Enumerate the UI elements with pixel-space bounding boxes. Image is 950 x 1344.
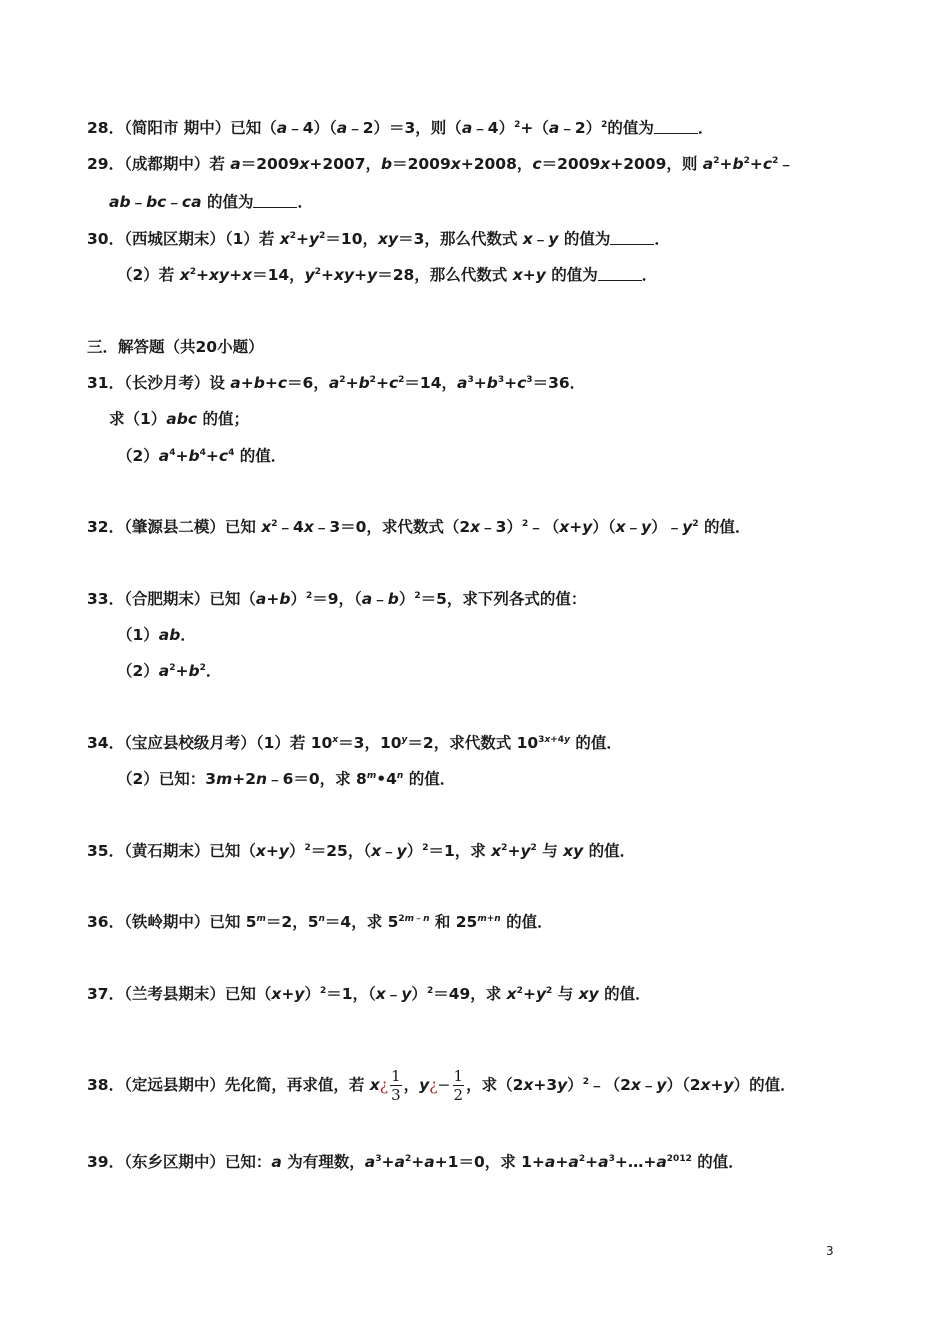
- question-30: 30．（西城区期末）（1）若 $x^2+y^2=10$，xy＝3，那么代数式 x﹣y 的值为 ．: [87, 230, 670, 248]
- question-number: 34．: [87, 734, 125, 752]
- question-source: （肇源县二模）: [124, 518, 225, 536]
- question-number: 36．: [87, 913, 125, 931]
- question-28: 28．（简阳市 期中）已知（a﹣4）（a﹣2）＝3，则（a﹣4）$^2$+（a﹣2）$^2$的值为 ．: [87, 119, 714, 137]
- question-38: 38．（定远县期中）先化简，再求值，若 x¿ $\frac{1}{3}$ ，y¿− $\frac{1}{2}$ ，求$(2x+3y)^2﹣(2x﹣y)(2x+y)$的值．: [87, 1067, 796, 1104]
- section-heading: 三．解答题（共20小题）: [87, 338, 264, 356]
- question-29: 29．（成都期中）若 a＝2009x+2007，b＝2009x+2008，c＝2009x+2009，则 $a^2+b^2+c^2﹣$: [87, 155, 794, 173]
- question-source: （成都期中）: [124, 155, 210, 173]
- question-number: 31．: [87, 374, 125, 392]
- question-number: 37．: [87, 985, 125, 1003]
- question-39: 39．（东乡区期中）已知：a 为有理数，$a^3+a^2+a+1=0$，求 $1+a+a^2+a^3+\dots+a^{2012}$ 的值．: [87, 1153, 744, 1171]
- question-37: 37．（兰考县期末）已知$(x+y)^2=1$，（x﹣y）$^2$＝49，求 $x^2+y^2$ 与 xy 的值．: [87, 985, 651, 1003]
- question-source: （西城区期末）: [124, 230, 225, 248]
- question-source: （长沙月考）: [124, 374, 210, 392]
- question-number: 28．: [87, 119, 125, 137]
- question-number: 38．: [87, 1076, 125, 1094]
- question-number: 30．: [87, 230, 125, 248]
- question-source: （东乡区期中）: [124, 1153, 225, 1171]
- question-source: （定远县期中）: [124, 1076, 225, 1094]
- question-number: 29．: [87, 155, 125, 173]
- question-31: 31．（长沙月考）设 a+b+c＝6，$a^2+b^2+c^2=14$，$a^3+b^3+c^3=36$．: [87, 374, 586, 392]
- question-source: （宝应县校级月考）: [124, 734, 256, 752]
- answer-blank[interactable]: [654, 119, 698, 134]
- question-29-cont: ab﹣bc﹣ca 的值为 ．: [109, 193, 313, 211]
- question-source: （铁岭期中）: [124, 913, 210, 931]
- question-32: 32．（肇源县二模）已知 $x^2﹣4x﹣3=0$，求代数式$(2x﹣3)^2﹣(x+y)(x﹣y)﹣y^2$ 的值．: [87, 518, 751, 536]
- question-source: （黄石期末）: [124, 842, 210, 860]
- answer-blank[interactable]: [598, 266, 642, 281]
- question-31-part1: 求（1）abc 的值；: [109, 410, 249, 428]
- question-number: 35．: [87, 842, 125, 860]
- question-33-part2: $(2)a^2+b^2$．: [117, 662, 222, 680]
- question-number: 32．: [87, 518, 125, 536]
- question-33-part1: （1）ab．: [117, 626, 196, 644]
- question-34: 34．（宝应县校级月考）（1）若 $10^x=3$，$10^y=2$，求代数式 $10^{3x+4y}$ 的值．: [87, 734, 622, 752]
- fraction-one-half: $\frac{1}{2}$: [453, 1067, 464, 1104]
- answer-blank[interactable]: [253, 193, 297, 208]
- page-number: 3: [826, 1244, 834, 1258]
- answer-blank[interactable]: [610, 230, 654, 245]
- question-source: （兰考县期末）: [124, 985, 225, 1003]
- question-number: 33．: [87, 590, 125, 608]
- question-31-part2: $(2)a^4+b^4+c^4$ 的值．: [117, 447, 287, 465]
- fraction-one-third: $\frac{1}{3}$: [391, 1067, 401, 1104]
- question-36: 36．（铁岭期中）已知 $5^m=2$，$5^n=4$，求 $5^{2m﹣n}$ 和 $25^{m+n}$ 的值．: [87, 913, 553, 931]
- question-34-part2: （2）已知：3m+2n﹣6＝0，求 8$^m$•4$^n$ 的值．: [117, 770, 456, 788]
- question-source: （简阳市 期中）: [124, 119, 231, 137]
- question-33: 33．（合肥期末）已知$(a+b)^2=9$，（a﹣b）$^2$＝5，求下列各式的值：: [87, 590, 587, 608]
- question-number: 39．: [87, 1153, 125, 1171]
- question-35: 35．（黄石期末）已知$(x+y)^2=25$，（x﹣y）$^2$＝1，求 $x^2+y^2$ 与 xy 的值．: [87, 842, 636, 860]
- question-source: （合肥期末）: [124, 590, 210, 608]
- question-30-part2: （2）若 $x^2+xy+x=14$，$y^2+xy+y=28$，那么代数式 x+y 的值为 ．: [117, 266, 658, 284]
